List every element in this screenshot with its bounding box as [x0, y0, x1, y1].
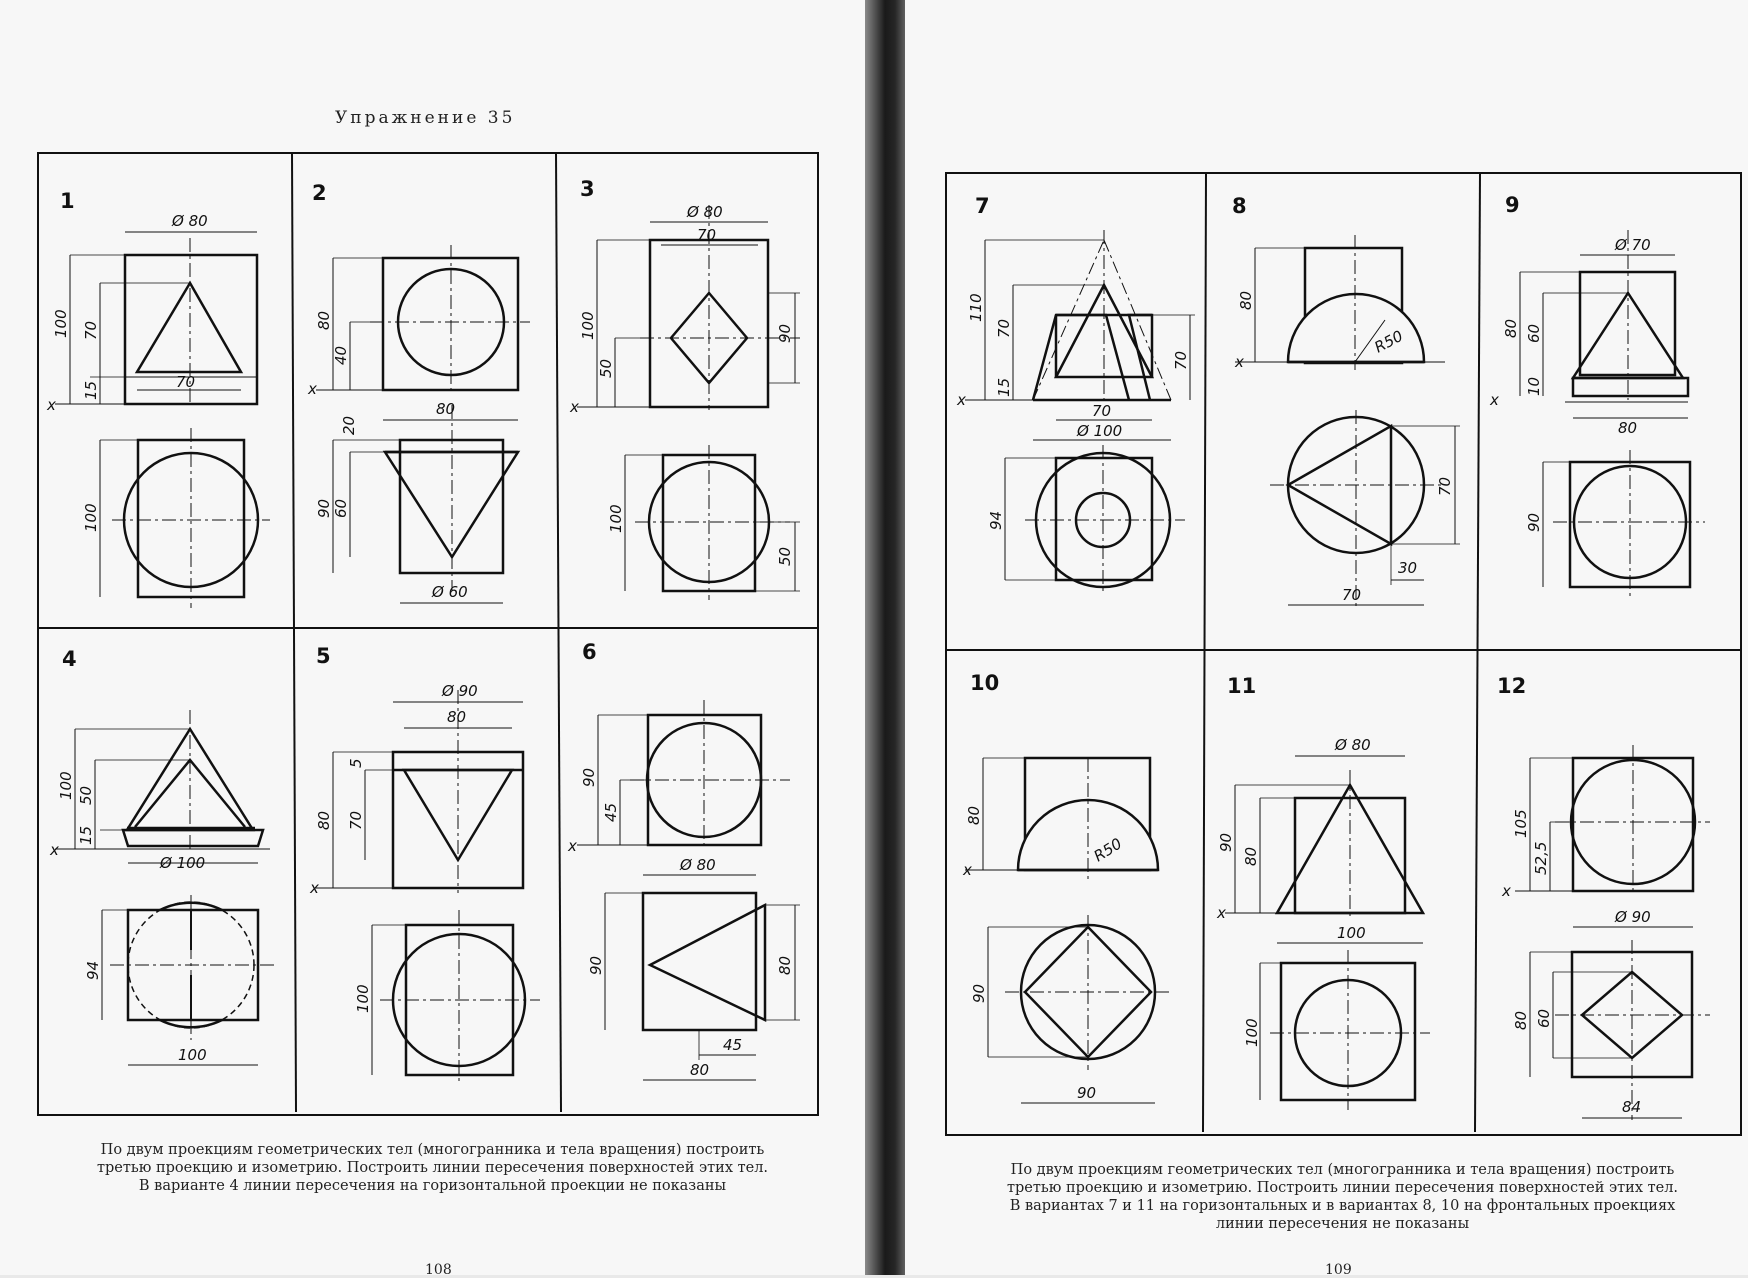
cell-number: 7: [975, 194, 990, 218]
dimension-label: 90: [315, 498, 333, 518]
caption-line: линии пересечения не показаны: [1215, 1216, 1470, 1232]
dimension-label: 100: [52, 309, 70, 338]
cell-4-drawing: [55, 710, 275, 1065]
dimension-label: 70: [995, 318, 1013, 338]
dimension-label: 90: [970, 983, 988, 1003]
cell-number: 10: [970, 671, 1000, 695]
caption-line: По двум проекциям геометрических тел (многогранника и тела вращения) построить: [1010, 1162, 1675, 1178]
dimension-label: 80: [436, 400, 456, 418]
dimension-label: 15: [995, 377, 1013, 397]
dimension-label: 20: [340, 415, 358, 435]
dimension-label: 70: [176, 373, 196, 391]
dimension-label: R50: [1371, 326, 1406, 357]
cell-number: 6: [582, 640, 597, 664]
dimension-label: Ø 80: [1335, 736, 1371, 754]
dimension-label: Ø 60: [432, 583, 468, 601]
dimension-label: 90: [1077, 1084, 1097, 1102]
axis-x-label: x: [1502, 882, 1511, 900]
dimension-label: 70: [1172, 350, 1190, 370]
dimension-label: 80: [1237, 290, 1255, 310]
dimension-label: 100: [354, 984, 372, 1013]
cell-number: 8: [1232, 194, 1247, 218]
dimension-label: 80: [965, 805, 983, 825]
dimension-label: 100: [178, 1046, 207, 1064]
dimension-label: 30: [1398, 559, 1418, 577]
dimension-label: Ø 70: [1615, 236, 1651, 254]
dimension-label: 100: [579, 311, 597, 340]
cell-number: 2: [312, 181, 327, 205]
caption-line: По двум проекциям геометрических тел (многогранника и тела вращения) построить: [100, 1142, 765, 1158]
cell-12-drawing: [1515, 745, 1710, 1120]
caption-line: третью проекцию и изометрию. Построить линии пересечения поверхностей этих тел.: [1006, 1180, 1679, 1196]
dimension-label: 90: [1217, 832, 1235, 852]
dimension-label: 70: [697, 226, 717, 244]
dimension-label: 90: [1525, 512, 1543, 532]
cell-7-drawing: [965, 230, 1195, 595]
exercise-title: Упражнение 35: [335, 108, 516, 128]
cell-10-drawing: [965, 758, 1170, 1103]
dimension-label: 100: [1243, 1018, 1261, 1047]
dimension-label: 90: [580, 767, 598, 787]
axis-x-label: x: [568, 837, 577, 855]
dimension-label: 80: [1618, 419, 1638, 437]
dimension-label: Ø 100: [1077, 422, 1123, 440]
dimension-label: 94: [84, 960, 102, 980]
dimension-label: Ø 90: [442, 682, 478, 700]
dimension-label: 45: [602, 802, 620, 822]
dimension-label: 105: [1512, 809, 1530, 838]
dimension-label: 80: [690, 1061, 710, 1079]
dimension-label: 50: [776, 546, 794, 566]
dimension-label: 70: [82, 320, 100, 340]
cell-5-drawing: [315, 690, 540, 1085]
caption-line: В вариантах 7 и 11 на горизонтальных и в вариантах 8, 10 на фронтальных проекциях: [1009, 1198, 1676, 1214]
cell-number: 1: [60, 189, 75, 213]
cell-number: 5: [316, 644, 331, 668]
dimension-label: Ø 80: [680, 856, 716, 874]
dimension-label: 80: [1502, 318, 1520, 338]
page-number: 108: [425, 1262, 452, 1278]
dimension-label: 60: [332, 498, 350, 518]
dimension-label: 70: [1436, 476, 1454, 496]
dimension-label: Ø 100: [160, 854, 206, 872]
dimension-label: 40: [332, 345, 350, 365]
right-drawing-sheet: [905, 0, 1748, 1275]
dimension-label: Ø 80: [687, 203, 723, 221]
cell-number: 9: [1505, 193, 1520, 217]
cell-number: 3: [580, 177, 595, 201]
dimension-label: 5: [347, 758, 365, 768]
axis-x-label: x: [1490, 391, 1499, 409]
axis-x-label: x: [957, 391, 966, 409]
dimension-label: R50: [1090, 834, 1126, 866]
dimension-label: 80: [1512, 1010, 1530, 1030]
dimension-label: 100: [57, 771, 75, 800]
dimension-label: 45: [723, 1036, 743, 1054]
dimension-label: 100: [82, 503, 100, 532]
caption-line: третью проекцию и изометрию. Построить линии пересечения поверхностей этих тел.: [96, 1160, 769, 1176]
axis-x-label: x: [310, 879, 319, 897]
dimension-label: 94: [987, 510, 1005, 530]
dimension-label: 80: [1242, 846, 1260, 866]
cell-11-drawing: [1225, 756, 1430, 1110]
axis-x-label: x: [1235, 353, 1244, 371]
axis-x-label: x: [47, 396, 56, 414]
dimension-label: 90: [776, 323, 794, 343]
cell-1-drawing: [55, 232, 270, 608]
dimension-label: 70: [1092, 402, 1112, 420]
dimension-label: 110: [967, 293, 985, 322]
dimension-label: 52,5: [1532, 841, 1550, 875]
cell-9-drawing: [1520, 230, 1705, 600]
dimension-label: 100: [607, 504, 625, 533]
dimension-label: 100: [1337, 924, 1366, 942]
dimension-label: 50: [77, 785, 95, 805]
axis-x-label: x: [50, 841, 59, 859]
dimension-label: 60: [1535, 1008, 1553, 1028]
dimension-label: 15: [77, 825, 95, 845]
dimension-label: 10: [1525, 376, 1543, 396]
left-caption: [45, 1141, 820, 1195]
right-page: [905, 0, 1748, 1278]
dimension-label: 80: [315, 810, 333, 830]
dimension-label: 50: [597, 358, 615, 378]
cell-3-drawing: [577, 205, 800, 600]
dimension-label: 80: [776, 955, 794, 975]
dimension-label: 60: [1525, 323, 1543, 343]
right-caption: [950, 1161, 1735, 1233]
left-drawing-sheet: [0, 0, 875, 1275]
axis-x-label: x: [570, 398, 579, 416]
dimension-label: 80: [447, 708, 467, 726]
dimension-label: Ø 90: [1615, 908, 1651, 926]
caption-line: В варианте 4 линии пересечения на горизонтальной проекции не показаны: [138, 1178, 727, 1194]
dimension-label: 70: [347, 810, 365, 830]
dimension-label: 15: [82, 380, 100, 400]
axis-x-label: x: [963, 861, 972, 879]
dimension-label: Ø 80: [172, 212, 208, 230]
page-number: 109: [1325, 1262, 1352, 1278]
cell-number: 4: [62, 647, 77, 671]
cell-6-drawing: [577, 700, 800, 1080]
dimension-label: 84: [1622, 1098, 1642, 1116]
axis-x-label: x: [1217, 904, 1226, 922]
dimension-label: 90: [587, 955, 605, 975]
cell-number: 12: [1497, 674, 1527, 698]
dimension-label: 80: [315, 310, 333, 330]
cell-8-drawing: [1235, 235, 1460, 610]
axis-x-label: x: [308, 380, 317, 398]
cell-number: 11: [1227, 674, 1257, 698]
dimension-label: 70: [1342, 586, 1362, 604]
